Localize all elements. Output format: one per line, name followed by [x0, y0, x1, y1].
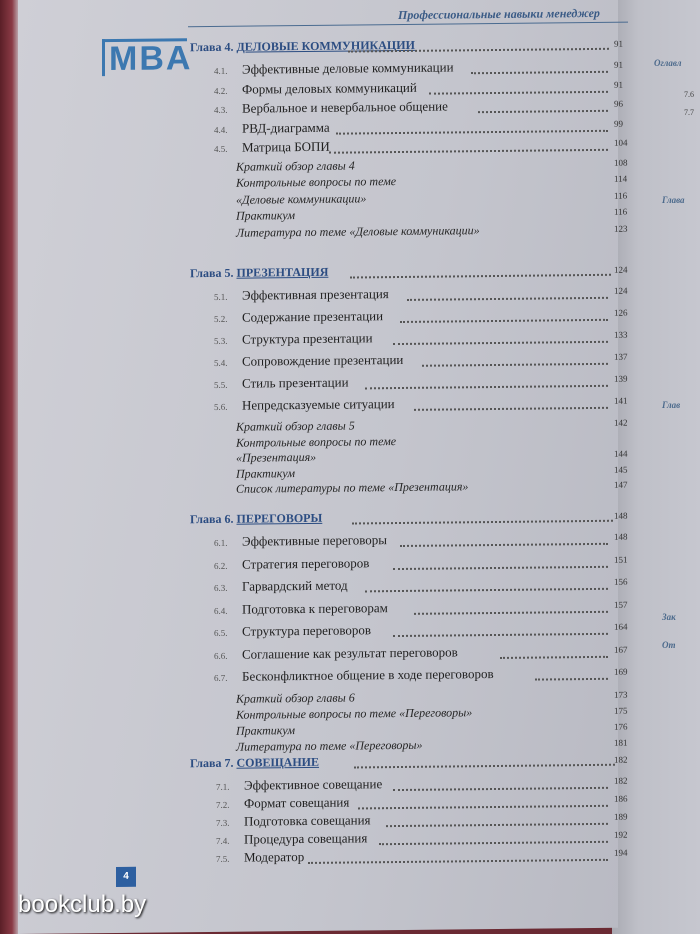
page-ref: 91 [614, 59, 623, 70]
leader-dots [400, 318, 608, 323]
toc-subitem: Краткий обзор главы 6 [236, 689, 355, 706]
leader-dots [414, 609, 608, 614]
leader-dots [535, 677, 608, 681]
page-ref: 91 [614, 38, 623, 49]
toc-item: 7.1. Эффективное совещание [216, 776, 383, 793]
toc-item: 6.6. Соглашение как результат переговоров [214, 643, 458, 662]
toc-item: 5.6. Непредсказуемые ситуации [214, 396, 395, 413]
leader-dots [429, 89, 608, 94]
toc-item: 6.3. Гарвардский метод [214, 577, 348, 594]
page-ref: 156 [614, 576, 628, 587]
toc-subitem: Практикум [236, 465, 296, 481]
page-ref: 148 [614, 531, 628, 542]
leader-dots [365, 587, 608, 593]
toc-item: 7.2. Формат совещания [216, 794, 350, 811]
page-ref: 186 [614, 793, 628, 804]
page-ref: 144 [614, 448, 628, 459]
page-ref: 133 [614, 329, 628, 340]
toc-item: 5.3. Структура презентации [214, 330, 373, 347]
toc-subitem: Контрольные вопросы по теме «Переговоры» [236, 704, 473, 722]
page-ref: 189 [614, 811, 628, 822]
page-ref: 137 [614, 351, 628, 362]
page-ref: 164 [614, 621, 628, 632]
toc-item: 5.5. Стиль презентации [214, 374, 349, 391]
page-ref: 124 [614, 264, 628, 275]
leader-dots [308, 858, 608, 864]
toc-item: 5.4. Сопровождение презентации [214, 351, 404, 369]
left-page [18, 0, 628, 934]
page-ref: 157 [614, 599, 628, 610]
leader-dots [393, 632, 608, 637]
mba-logo: MBA [102, 38, 187, 76]
toc-subitem: Литература по теме «Деловые коммуникации» [236, 222, 480, 240]
toc-subitem: Краткий обзор главы 5 [236, 418, 355, 434]
page-ref: 147 [614, 479, 628, 490]
toc-item: 7.4. Процедура совещания [216, 830, 368, 847]
toc-subitem: Практикум [236, 722, 296, 738]
page-ref: 99 [614, 118, 623, 129]
page-ref: 148 [614, 510, 628, 521]
right-page-fragment: Зак [662, 612, 676, 622]
toc-item: 6.5. Структура переговоров [214, 622, 372, 639]
leader-dots [500, 654, 608, 658]
page-ref: 167 [614, 644, 628, 655]
running-head: Профессиональные навыки менеджер [398, 5, 600, 23]
leader-dots [471, 70, 608, 74]
toc-item: 7.3. Подготовка совещания [216, 812, 371, 829]
toc-item: 6.4. Подготовка к переговорам [214, 599, 388, 617]
toc-subitem: Краткий обзор главы 4 [236, 157, 355, 174]
toc-item: 4.1. Эффективные деловые коммуникации [214, 59, 454, 77]
leader-dots [352, 519, 613, 525]
page-ref: 182 [614, 775, 628, 786]
page-ref: 104 [614, 137, 628, 148]
page-ref: 194 [614, 847, 628, 858]
toc-item: 4.3. Вербальное и невербальное общение [214, 98, 448, 116]
toc-subitem: «Деловые коммуникации» [236, 190, 367, 207]
leader-dots [422, 362, 609, 367]
toc-item: 7.5. Модератор [216, 849, 305, 865]
right-page-fragment: Глав [662, 400, 681, 410]
toc-item: 6.7. Бесконфликтное общение в ходе переговоров [214, 666, 494, 684]
page-ref: 123 [614, 223, 628, 234]
page-ref: 145 [614, 464, 628, 475]
page-ref: 91 [614, 79, 623, 90]
page-ref: 96 [614, 98, 623, 109]
toc-subitem: «Презентация» [236, 449, 317, 465]
leader-dots [336, 128, 608, 134]
toc-item: 4.4. РВД-диаграмма [214, 119, 330, 136]
right-page-fragment: От [662, 640, 676, 650]
toc-subitem: Контрольные вопросы по теме [236, 433, 397, 450]
toc-item: 4.5. Матрица БОПИ [214, 138, 330, 155]
page-ref: 124 [614, 285, 628, 296]
page-ref: 126 [614, 307, 628, 318]
leader-dots [379, 840, 608, 845]
page-ref: 173 [614, 689, 628, 700]
page-ref: 192 [614, 829, 628, 840]
right-page-fragment: Оглавл [654, 58, 682, 68]
page-ref: 151 [614, 554, 628, 565]
toc-subitem: Контрольные вопросы по теме [236, 174, 397, 190]
toc-subitem: Список литературы по теме «Презентация» [236, 479, 469, 496]
leader-dots [478, 109, 608, 113]
chapter-heading: Глава 7. СОВЕЩАНИЕ [190, 754, 320, 771]
toc-item: 6.2. Стратегия переговоров [214, 554, 370, 572]
leader-dots [329, 148, 608, 154]
chapter-heading: Глава 6. ПЕРЕГОВОРЫ [190, 510, 323, 527]
page-ref: 139 [614, 373, 628, 384]
watermark: bookclub.by [18, 891, 147, 918]
leader-dots [350, 273, 611, 279]
leader-dots [393, 564, 608, 569]
leader-dots [393, 786, 608, 791]
book-spine [0, 0, 20, 934]
page-ref: 169 [614, 666, 628, 677]
leader-dots [407, 296, 608, 301]
leader-dots [354, 763, 615, 769]
leader-dots [365, 384, 608, 390]
page-ref: 142 [614, 417, 628, 428]
page-ref: 108 [614, 157, 628, 168]
toc-item: 5.2. Содержание презентации [214, 308, 384, 325]
page-ref: 116 [614, 190, 628, 201]
page-ref: 116 [614, 206, 628, 217]
chapter-heading: Глава 4. ДЕЛОВЫЕ КОММУНИКАЦИИ [190, 37, 415, 55]
page-ref: 182 [614, 754, 628, 765]
toc-item: 6.1. Эффективные переговоры [214, 532, 388, 549]
leader-dots [358, 804, 608, 810]
page-ref: 181 [614, 737, 628, 748]
chapter-heading: Глава 5. ПРЕЗЕНТАЦИЯ [190, 264, 329, 281]
right-page-fragment: Глава [662, 195, 685, 205]
page-ref: 176 [614, 721, 628, 732]
toc-item: 4.2. Формы деловых коммуникаций [214, 79, 417, 97]
right-page-number: 7.6 [684, 90, 694, 99]
leader-dots [393, 340, 608, 345]
page-number: 4 [116, 867, 136, 887]
toc-subitem: Литература по теме «Переговоры» [236, 737, 423, 754]
toc-item: 5.1. Эффективная презентация [214, 286, 389, 303]
page-ref: 141 [614, 395, 628, 406]
leader-dots [414, 406, 608, 411]
page-ref: 175 [614, 705, 628, 716]
leader-dots [400, 542, 608, 547]
leader-dots [386, 822, 608, 827]
page-ref: 114 [614, 173, 628, 184]
toc-subitem: Практикум [236, 208, 296, 223]
right-page-number: 7.7 [684, 108, 694, 117]
